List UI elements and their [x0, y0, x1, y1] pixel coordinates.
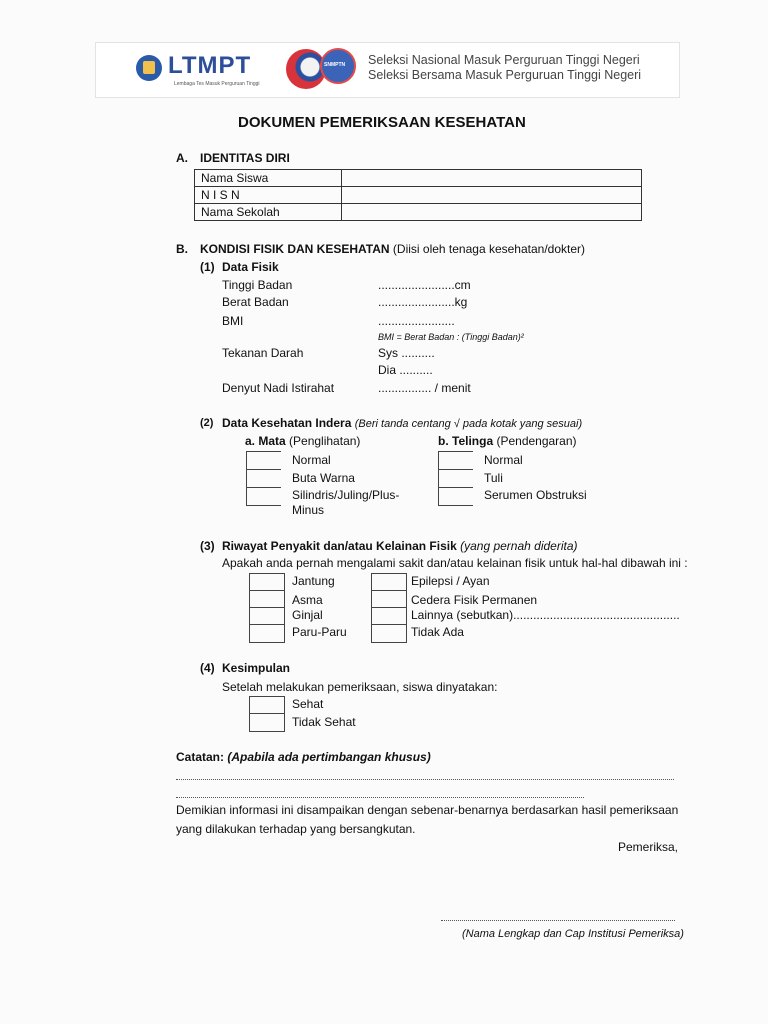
ltmpt-subtitle: Lembaga Tes Masuk Perguruan Tinggi [174, 81, 260, 87]
bmi-field[interactable]: ....................... [378, 314, 455, 328]
kesimpulan-heading: Kesimpulan [222, 661, 291, 675]
checkbox-telinga-serumen[interactable] [438, 487, 473, 506]
checkbox-telinga-normal[interactable] [438, 451, 473, 469]
checkbox-paru-paru[interactable] [249, 624, 285, 643]
document-title: DOKUMEN PEMERIKSAAN KESEHATAN [238, 114, 526, 131]
checkbox-mata-normal[interactable] [246, 451, 281, 469]
header-line-1: Seleksi Nasional Masuk Perguruan Tinggi Negeri [368, 53, 640, 67]
catatan-title [176, 750, 431, 764]
bmi-label: BMI [222, 314, 244, 328]
snmptn-badge-logo-icon [320, 48, 356, 84]
ltmpt-logo-text: LTMPT [168, 52, 252, 79]
checkbox-telinga-tuli[interactable] [438, 469, 473, 487]
mata-option-buta-warna: Buta Warna [292, 471, 355, 485]
telinga-option-tuli: Tuli [484, 471, 503, 485]
riwayat-option-lainnya[interactable]: Lainnya (sebutkan).................................................. [411, 608, 680, 622]
riwayat-number: (3) [200, 539, 215, 553]
riwayat-option-jantung: Jantung [292, 574, 335, 588]
mata-option-minus: Minus [292, 503, 325, 517]
checkbox-asma[interactable] [249, 590, 285, 608]
identity-field-nama-siswa[interactable] [342, 170, 642, 187]
mata-option-normal: Normal [292, 453, 331, 467]
checkbox-mata-silindris[interactable] [246, 487, 281, 506]
tut-wuri-logo-icon [136, 55, 162, 81]
berat-badan-field[interactable]: .......................kg [378, 295, 468, 309]
signature-caption: (Nama Lengkap dan Cap Institusi Pemeriksa) [462, 928, 684, 940]
table-row [195, 187, 642, 204]
identity-label-nama-siswa: Nama Siswa [195, 170, 342, 187]
catatan-label: Catatan: [176, 750, 225, 764]
mata-title [245, 434, 360, 448]
telinga-option-serumen: Serumen Obstruksi [484, 488, 587, 502]
section-b-letter: B. [176, 242, 188, 256]
data-fisik-number: (1) [200, 260, 215, 274]
riwayat-option-epilepsi: Epilepsi / Ayan [411, 574, 490, 588]
indera-title [222, 416, 582, 430]
identity-field-nisn[interactable] [342, 187, 642, 204]
table-row [195, 204, 642, 221]
snmptn-badge-text: SNMPTN [324, 62, 346, 68]
header-banner [95, 42, 680, 98]
riwayat-option-cedera: Cedera Fisik Permanen [411, 593, 538, 607]
identity-label-nama-sekolah: Nama Sekolah [195, 204, 342, 221]
header-line-2: Seleksi Bersama Masuk Perguruan Tinggi Negeri [368, 68, 642, 82]
catatan-note: (Apabila ada pertimbangan khusus) [227, 750, 431, 764]
identity-table [194, 169, 642, 221]
checkbox-jantung[interactable] [249, 573, 285, 591]
closing-line-2: yang dilakukan terhadap yang bersangkutan. [176, 822, 416, 836]
section-b-heading: KONDISI FISIK DAN KESEHATAN [200, 242, 390, 256]
telinga-title [438, 434, 577, 448]
telinga-option-normal: Normal [484, 453, 523, 467]
checkbox-lainnya[interactable] [371, 607, 407, 625]
checkbox-mata-buta-warna[interactable] [246, 469, 281, 487]
kesimpulan-option-sehat: Sehat [292, 697, 324, 711]
riwayat-question: Apakah anda pernah mengalami sakit dan/atau kelainan fisik untuk hal-hal dibawah ini : [222, 556, 688, 570]
denyut-nadi-field[interactable]: ................ / menit [378, 381, 471, 395]
berat-badan-label: Berat Badan [222, 295, 289, 309]
dia-field[interactable]: Dia .......... [378, 363, 433, 377]
riwayat-heading: Riwayat Penyakit dan/atau Kelainan Fisik [222, 539, 457, 553]
telinga-heading: b. Telinga [438, 434, 494, 448]
tinggi-badan-field[interactable]: .......................cm [378, 278, 471, 292]
riwayat-option-tidak-ada: Tidak Ada [411, 625, 464, 639]
mata-subheading: (Penglihatan) [289, 434, 361, 448]
denyut-nadi-label: Denyut Nadi Istirahat [222, 381, 335, 395]
checkbox-tidak-ada[interactable] [371, 624, 407, 643]
riwayat-option-ginjal: Ginjal [292, 608, 323, 622]
kesimpulan-statement: Setelah melakukan pemeriksaan, siswa dinyatakan: [222, 680, 498, 694]
signer-label: Pemeriksa, [618, 840, 679, 854]
indera-number: (2) [200, 417, 214, 429]
checkbox-epilepsi[interactable] [371, 573, 407, 591]
indera-note: (Beri tanda centang √ pada kotak yang sesuai) [354, 418, 583, 430]
riwayat-option-paru-paru: Paru-Paru [292, 625, 347, 639]
checkbox-tidak-sehat[interactable] [249, 713, 285, 732]
catatan-line-1[interactable] [176, 779, 674, 780]
riwayat-note: (yang pernah diderita) [460, 539, 578, 553]
section-a-letter: A. [176, 151, 188, 165]
riwayat-option-asma: Asma [292, 593, 323, 607]
header-tagline [368, 53, 641, 83]
checkbox-cedera-fisik[interactable] [371, 590, 407, 608]
mata-heading: a. Mata [245, 434, 286, 448]
identity-label-nisn: N I S N [195, 187, 342, 204]
indera-heading: Data Kesehatan Indera [222, 416, 352, 430]
tinggi-badan-label: Tinggi Badan [222, 278, 293, 292]
tekanan-darah-label: Tekanan Darah [222, 346, 304, 360]
checkbox-ginjal[interactable] [249, 607, 285, 625]
section-b-title [200, 242, 585, 256]
signature-line[interactable] [441, 920, 675, 921]
section-b-note: (Diisi oleh tenaga kesehatan/dokter) [392, 242, 586, 256]
identity-field-nama-sekolah[interactable] [342, 204, 642, 221]
mata-option-silindris: Silindris/Juling/Plus- [292, 488, 400, 502]
catatan-line-2[interactable] [176, 797, 584, 798]
telinga-subheading: (Pendengaran) [496, 434, 577, 448]
checkbox-sehat[interactable] [249, 696, 285, 714]
kesimpulan-number: (4) [200, 661, 215, 675]
riwayat-title [222, 539, 578, 553]
closing-line-1: Demikian informasi ini disampaikan dengan sebenar-benarnya berdasarkan hasil pemeriksaan [176, 803, 679, 817]
section-a-heading: IDENTITAS DIRI [200, 151, 290, 165]
kesimpulan-option-tidak-sehat: Tidak Sehat [292, 715, 356, 729]
data-fisik-heading: Data Fisik [222, 260, 279, 274]
table-row [195, 170, 642, 187]
sys-field[interactable]: Sys .......... [378, 346, 435, 360]
bmi-formula: BMI = Berat Badan : (Tinggi Badan)² [378, 332, 524, 342]
